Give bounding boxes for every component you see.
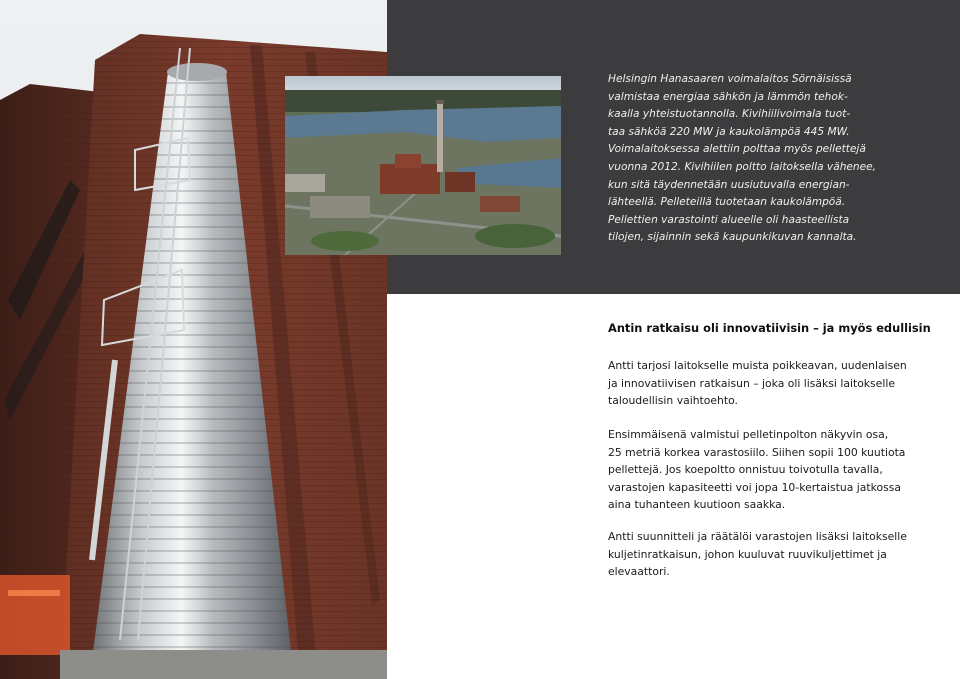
caption-line: kaalla yhteistuotannolla. Kivihiilivoimala tuot- — [608, 108, 851, 121]
paragraph-line: Antti tarjosi laitokselle muista poikkeavan, uudenlaisen — [608, 359, 907, 372]
paragraph-line: Antti suunnitteli ja räätälöi varastojen lisäksi laitokselle — [608, 530, 907, 543]
paragraph-line: varastojen kapasiteetti voi jopa 10-kertaistua jatkossa — [608, 480, 901, 494]
paragraph-line: pellettejä. Jos koepoltto onnistuu toivotulla tavalla, — [608, 463, 883, 477]
article-paragraph-3 — [608, 528, 938, 581]
power-plant-aerial-photo — [285, 76, 561, 255]
paragraph-line: ja innovatiivisen ratkaisun – joka oli lisäksi laitokselle — [608, 376, 895, 390]
caption-line: tilojen, sijainnin sekä kaupunkikuvan kannalta. — [608, 231, 857, 244]
paragraph-line: Ensimmäisenä valmistui pelletinpolton näkyvin osa, — [608, 428, 889, 441]
caption-line: lähteellä. Pelleteillä tuotetaan kaukolämpöä. — [608, 196, 846, 209]
article-paragraph-1 — [608, 357, 938, 410]
caption-line: taa sähköä 220 MW ja kaukolämpöä 445 MW. — [608, 125, 850, 138]
paragraph-line: elevaattori. — [608, 565, 670, 579]
paragraph-line: aina tuhanteen kuutioon saakka. — [608, 498, 786, 512]
caption-line: Pellettien varastointi alueelle oli haasteellista — [608, 213, 850, 226]
paragraph-line: taloudellisin vaihtoehto. — [608, 394, 738, 408]
article-heading: Antin ratkaisu oli innovatiivisin – ja myös edullisin — [608, 321, 931, 335]
paragraph-line: 25 metriä korkea varastosiilo. Siihen sopii 100 kuutiota — [608, 445, 906, 459]
caption-line: Helsingin Hanasaaren voimalaitos Sörnäisissä — [608, 73, 852, 85]
paragraph-line: kuljetinratkaisun, johon kuuluvat ruuvikuljettimet ja — [608, 547, 887, 561]
caption-line: valmistaa energiaa sähkön ja lämmön tehok- — [608, 90, 848, 103]
caption-line: vuonna 2012. Kivihiilen poltto laitoksella vähenee, — [608, 160, 877, 173]
caption-line: Voimalaitoksessa alettiin polttaa myös pellettejä — [608, 143, 866, 156]
caption-line: kun sitä täydennetään uusiutuvalla energian- — [608, 178, 850, 191]
photo-caption — [608, 71, 928, 247]
article-paragraph-2 — [608, 426, 938, 514]
